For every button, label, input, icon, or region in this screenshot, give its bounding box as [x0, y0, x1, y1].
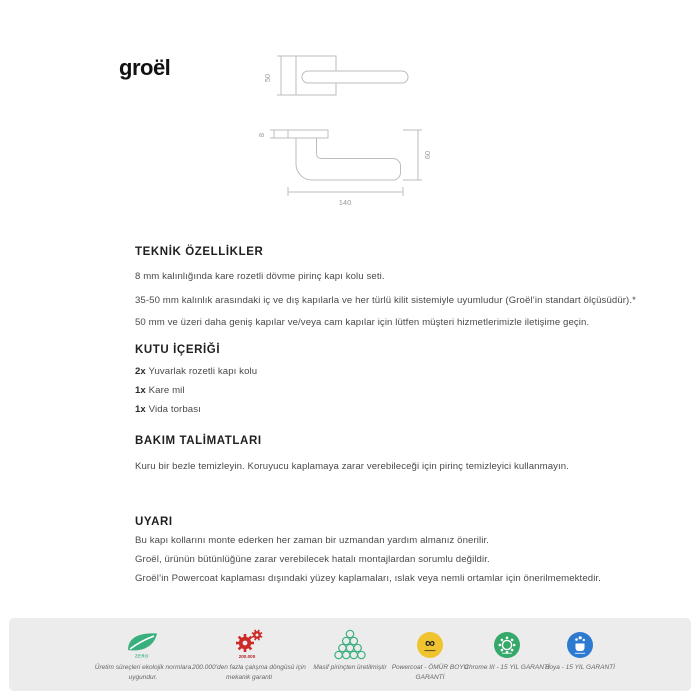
svg-text:∞: ∞	[425, 634, 435, 650]
box-item-qty: 1x	[135, 404, 146, 415]
dim-label-140: 140	[338, 198, 352, 207]
section-title-box-contents: KUTU İÇERİĞİ	[135, 344, 221, 356]
box-item-label: Vida torbası	[148, 404, 201, 415]
badge-caption: Chrome III - 15 YIL GARANTİ	[464, 664, 550, 671]
dim-label-50: 50	[263, 73, 272, 83]
paint-badge-icon	[566, 631, 594, 659]
brass-pyramid-icon	[333, 629, 367, 661]
spec-content	[135, 246, 675, 584]
box-item-qty: 2x	[135, 366, 146, 377]
section-title-technical: TEKNİK ÖZELLİKLER	[135, 246, 264, 258]
technical-paragraph: 35-50 mm kalınlık arasındaki iç ve dış kapılarla ve her türlü kilit sistemiyle uyumludur (Groël’in standart ölçüsüdür).*	[135, 295, 636, 306]
eco-leaf-icon	[124, 630, 162, 660]
handle-technical-drawing	[253, 45, 473, 220]
certification-footer	[9, 618, 691, 691]
gears-icon	[232, 629, 266, 660]
box-item	[135, 404, 675, 415]
technical-paragraph: 50 mm ve üzeri daha geniş kapılar ve/veya cam kapılar için lütfen müşteri hizmetlerimizle iletişime geçin.	[135, 317, 590, 328]
dim-label-60: 60	[423, 150, 432, 160]
warning-paragraph: Groël, ürünün bütünlüğüne zarar verebilecek hatalı montajlardan sorumlu değildir.	[135, 554, 490, 565]
brand-logo: groël	[119, 55, 171, 80]
box-item	[135, 366, 675, 377]
section-title-warning: UYARI	[135, 516, 173, 528]
dim-label-8: 8	[257, 132, 266, 138]
badge-caption: Üretim süreçleri ekolojik normlara uygundur.	[94, 664, 192, 681]
handle-drawing-svg	[253, 45, 473, 220]
gears-cycles-label: 200.000	[238, 654, 256, 659]
eco-leaf-label: ZERO	[134, 653, 150, 658]
badge-caption: Boya - 15 YIL GARANTİ	[545, 664, 615, 671]
badge-caption: 200.000’den fazla çalışma döngüsü için mekanik garanti	[192, 664, 306, 681]
care-paragraph: Kuru bir bezle temizleyin. Koruyucu kaplamaya zarar verebileceği için pirinç temizleyici kullanmayın.	[135, 461, 569, 472]
chrome-badge-icon	[493, 631, 521, 659]
badge-paint-warranty	[534, 628, 626, 673]
technical-paragraph: 8 mm kalınlığında kare rozetli dövme pirinç kapı kolu seti.	[135, 271, 385, 282]
badge-eco	[87, 628, 199, 683]
badge-mechanical-warranty	[191, 628, 307, 683]
badge-caption: Masif pirinçten üretilmiştir	[313, 664, 387, 671]
warning-paragraph: Groël’in Powercoat kaplaması dışındaki yüzey kaplamaları, ıslak veya nemli ortamlar için önerilmemektedir.	[135, 573, 601, 584]
box-item-qty: 1x	[135, 385, 146, 396]
box-item-label: Yuvarlak rozetli kapı kolu	[148, 366, 258, 377]
warning-paragraph: Bu kapı kollarını monte ederken her zaman bir uzmandan yardım almanız önerilir.	[135, 535, 489, 546]
box-item	[135, 385, 675, 396]
section-title-care: BAKIM TALİMATLARI	[135, 435, 262, 447]
badge-caption: Powercoat - ÖMÜR BOYU GARANTİ	[391, 664, 469, 681]
box-item-label: Kare mil	[148, 385, 185, 396]
powercoat-infinity-badge-icon	[416, 631, 444, 659]
